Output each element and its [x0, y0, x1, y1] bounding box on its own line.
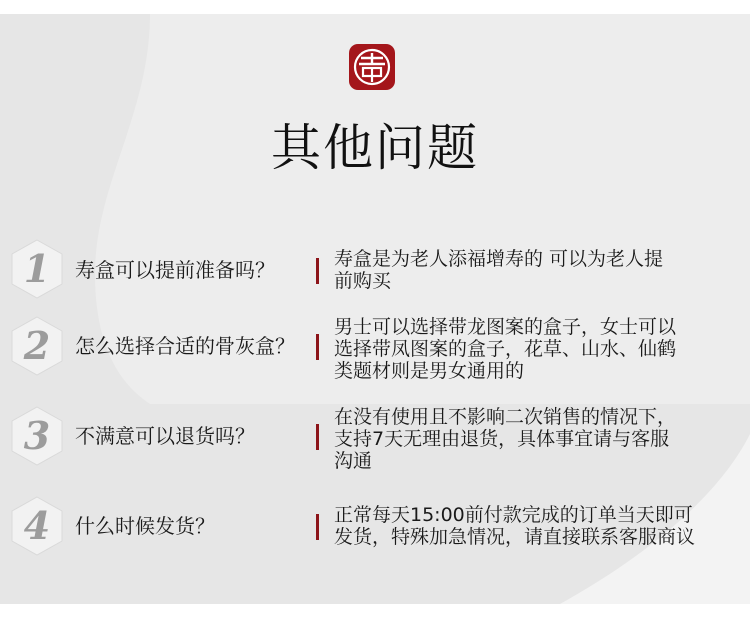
faq-question: 怎么选择合适的骨灰盒？ [75, 334, 295, 358]
hexagon-number-badge [10, 238, 64, 300]
faq-answer [334, 406, 744, 472]
answer-line: 寿盒是为老人添福增寿的 可以为老人提 [334, 248, 664, 270]
faq-answer [334, 248, 744, 292]
divider-bar [316, 258, 319, 284]
hexagon-number-badge [10, 495, 64, 557]
faq-question: 寿盒可以提前准备吗？ [75, 258, 275, 282]
answer-line: 男士可以选择带龙图案的盒子，女士可以 [334, 316, 677, 338]
hexagon-number-badge [10, 315, 64, 377]
answer-line: 支持7天无理由退货，具体事宜请与客服 [334, 428, 670, 450]
faq-question: 什么时候发货？ [75, 514, 215, 538]
divider-bar [316, 514, 319, 540]
faq-number: 4 [23, 503, 51, 548]
answer-line: 发货，特殊加急情况，请直接联系客服商议 [334, 526, 696, 548]
answer-line: 正常每天15:00前付款完成的订单当天即可 [334, 504, 693, 526]
divider-bar [316, 334, 319, 360]
answer-line: 沟通 [334, 450, 373, 472]
faq-question: 不满意可以退货吗？ [75, 424, 255, 448]
answer-line: 选择带凤图案的盒子，花草、山水、仙鹤 [334, 338, 677, 360]
divider-bar [316, 424, 319, 450]
faq-panel [0, 14, 750, 604]
faq-answer [334, 316, 744, 382]
logo-icon [349, 44, 395, 90]
faq-answer [334, 504, 744, 548]
faq-number: 3 [23, 413, 51, 458]
page-title: 其他问题 [271, 119, 479, 177]
answer-line: 前购买 [334, 270, 392, 292]
faq-number: 2 [23, 323, 51, 368]
faq-number: 1 [23, 246, 51, 291]
answer-line: 类题材则是男女通用的 [334, 360, 525, 382]
hexagon-number-badge [10, 405, 64, 467]
answer-line: 在没有使用且不影响二次销售的情况下， [334, 406, 677, 428]
